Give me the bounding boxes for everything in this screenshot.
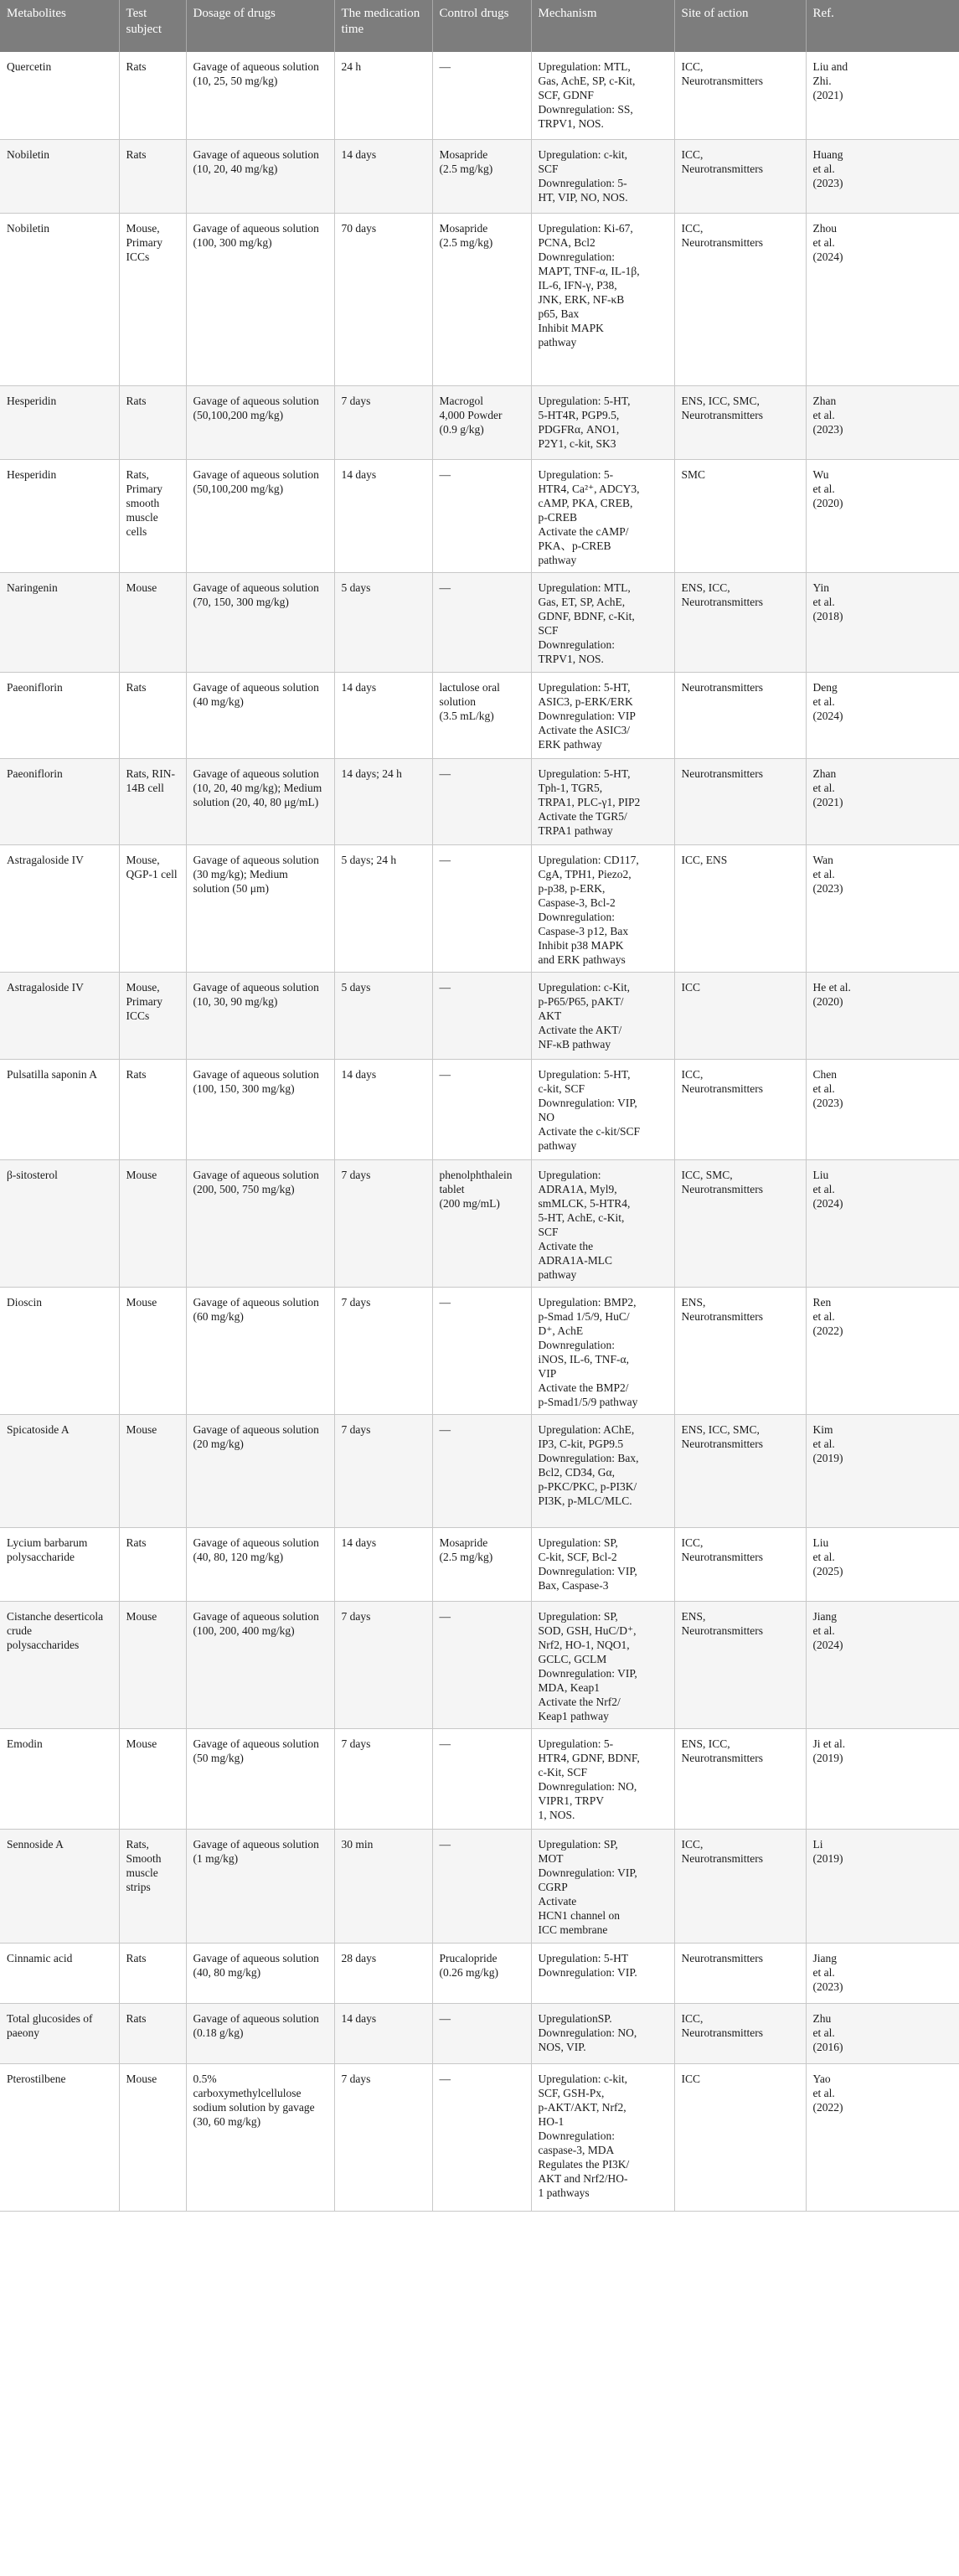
subject-cell: Mouse <box>119 1159 186 1287</box>
time-cell: 14 days <box>334 2003 432 2063</box>
site-cell: ENS, Neurotransmitters <box>674 1287 806 1414</box>
table-row <box>0 2063 959 2211</box>
dosage-cell: Gavage of aqueous solution (100, 150, 300 mg/kg) <box>186 1059 334 1159</box>
control-cell: — <box>432 1601 531 1728</box>
time-cell: 7 days <box>334 2063 432 2211</box>
mechanism-cell: Upregulation: 5-HT, 5-HT4R, PGP9.5, PDGFRα, ANO1, P2Y1, c-kit, SK3 <box>531 385 674 459</box>
ref-cell: Deng et al. (2024) <box>806 672 959 758</box>
control-cell: — <box>432 572 531 672</box>
ref-cell: Chen et al. (2023) <box>806 1059 959 1159</box>
control-cell: — <box>432 2003 531 2063</box>
mechanism-cell: Upregulation: 5-HT, Tph-1, TGR5, TRPA1, PLC-γ1, PIP2 Activate the TGR5/ TRPA1 pathway <box>531 758 674 844</box>
mechanism-cell: Upregulation: MTL, Gas, AchE, SP, c-Kit, SCF, GDNF Downregulation: SS, TRPV1, NOS. <box>531 52 674 139</box>
table-row <box>0 2003 959 2063</box>
control-cell: Mosapride (2.5 mg/kg) <box>432 213 531 385</box>
mechanism-cell: Upregulation: ADRA1A, Myl9, smMLCK, 5-HTR4, 5-HT, AchE, c-Kit, SCF Activate the ADRA1A-MLC pathway <box>531 1159 674 1287</box>
time-cell: 30 min <box>334 1829 432 1943</box>
site-cell: ICC, Neurotransmitters <box>674 1059 806 1159</box>
time-cell: 14 days <box>334 459 432 572</box>
mechanism-cell: Upregulation: Ki-67, PCNA, Bcl2 Downregulation: MAPT, TNF-α, IL-1β, IL-6, IFN-γ, P38, JNK, ERK, NF-κB p65, Bax Inhibit MAPK pathway <box>531 213 674 385</box>
table-row <box>0 1159 959 1287</box>
header-metabolites: Metabolites <box>0 0 119 52</box>
ref-cell: Zhan et al. (2023) <box>806 385 959 459</box>
site-cell: ICC, Neurotransmitters <box>674 213 806 385</box>
table-row <box>0 1287 959 1414</box>
dosage-cell: Gavage of aqueous solution (0.18 g/kg) <box>186 2003 334 2063</box>
mechanism-cell: UpregulationSP. Downregulation: NO, NOS, VIP. <box>531 2003 674 2063</box>
table-row <box>0 459 959 572</box>
dosage-cell: Gavage of aqueous solution (20 mg/kg) <box>186 1414 334 1527</box>
mechanism-cell: Upregulation: 5- HTR4, Ca²⁺, ADCY3, cAMP, PKA, CREB, p-CREB Activate the cAMP/ PKA、p-CREB pathway <box>531 459 674 572</box>
control-cell: phenolphthalein tablet (200 mg/mL) <box>432 1159 531 1287</box>
mechanism-cell: Upregulation: AChE, IP3, C-kit, PGP9.5 Downregulation: Bax, Bcl2, CD34, Gα, p-PKC/PKC, p-PI3K/ PI3K, p-MLC/MLC. <box>531 1414 674 1527</box>
mechanism-cell: Upregulation: SP, MOT Downregulation: VIP, CGRP Activate HCN1 channel on ICC membrane <box>531 1829 674 1943</box>
ref-cell: Jiang et al. (2024) <box>806 1601 959 1728</box>
mechanism-cell: Upregulation: 5- HTR4, GDNF, BDNF, c-Kit, SCF Downregulation: NO, VIPR1, TRPV 1, NOS. <box>531 1728 674 1829</box>
metabolite-cell: Hesperidin <box>0 459 119 572</box>
mechanism-cell: Upregulation: c-kit, SCF, GSH-Px, p-AKT/AKT, Nrf2, HO-1 Downregulation: caspase-3, MDA Regulates the PI3K/ AKT and Nrf2/HO- 1 pathways <box>531 2063 674 2211</box>
control-cell: — <box>432 2063 531 2211</box>
subject-cell: Rats <box>119 139 186 213</box>
site-cell: ENS, ICC, SMC, Neurotransmitters <box>674 1414 806 1527</box>
metabolite-cell: Nobiletin <box>0 139 119 213</box>
site-cell: Neurotransmitters <box>674 758 806 844</box>
header-test-subject: Test subject <box>119 0 186 52</box>
subject-cell: Mouse <box>119 1728 186 1829</box>
site-cell: ENS, Neurotransmitters <box>674 1601 806 1728</box>
time-cell: 5 days <box>334 572 432 672</box>
time-cell: 14 days; 24 h <box>334 758 432 844</box>
metabolite-cell: Cistanche deserticola crude polysaccharides <box>0 1601 119 1728</box>
mechanism-cell: Upregulation: c-kit, SCF Downregulation: 5- HT, VIP, NO, NOS. <box>531 139 674 213</box>
site-cell: ICC, Neurotransmitters <box>674 139 806 213</box>
subject-cell: Mouse <box>119 1601 186 1728</box>
site-cell: ICC, Neurotransmitters <box>674 1829 806 1943</box>
subject-cell: Rats, RIN- 14B cell <box>119 758 186 844</box>
subject-cell: Rats, Smooth muscle strips <box>119 1829 186 1943</box>
control-cell: — <box>432 758 531 844</box>
dosage-cell: Gavage of aqueous solution (10, 20, 40 mg/kg); Medium solution (20, 40, 80 μg/mL) <box>186 758 334 844</box>
ref-cell: Zhou et al. (2024) <box>806 213 959 385</box>
control-cell: — <box>432 972 531 1059</box>
dosage-cell: Gavage of aqueous solution (40, 80 mg/kg) <box>186 1943 334 2003</box>
header-ref: Ref. <box>806 0 959 52</box>
table-row <box>0 572 959 672</box>
site-cell: ICC, ENS <box>674 844 806 972</box>
ref-cell: Wan et al. (2023) <box>806 844 959 972</box>
subject-cell: Mouse <box>119 1414 186 1527</box>
time-cell: 28 days <box>334 1943 432 2003</box>
dosage-cell: Gavage of aqueous solution (10, 30, 90 mg/kg) <box>186 972 334 1059</box>
control-cell: Mosapride (2.5 mg/kg) <box>432 139 531 213</box>
dosage-cell: Gavage of aqueous solution (200, 500, 750 mg/kg) <box>186 1159 334 1287</box>
control-cell: — <box>432 52 531 139</box>
table-row <box>0 52 959 139</box>
time-cell: 70 days <box>334 213 432 385</box>
dosage-cell: Gavage of aqueous solution (40, 80, 120 mg/kg) <box>186 1527 334 1601</box>
ref-cell: Ren et al. (2022) <box>806 1287 959 1414</box>
header-dosage: Dosage of drugs <box>186 0 334 52</box>
metabolite-cell: Astragaloside IV <box>0 844 119 972</box>
table-row <box>0 1943 959 2003</box>
dosage-cell: Gavage of aqueous solution (100, 200, 400 mg/kg) <box>186 1601 334 1728</box>
mechanism-cell: Upregulation: BMP2, p-Smad 1/5/9, HuC/ D⁺, AchE Downregulation: iNOS, IL-6, TNF-α, VIP Activate the BMP2/ p-Smad1/5/9 pathway <box>531 1287 674 1414</box>
subject-cell: Mouse <box>119 1287 186 1414</box>
dosage-cell: Gavage of aqueous solution (1 mg/kg) <box>186 1829 334 1943</box>
mechanism-cell: Upregulation: MTL, Gas, ET, SP, AchE, GDNF, BDNF, c-Kit, SCF Downregulation: TRPV1, NOS. <box>531 572 674 672</box>
control-cell: — <box>432 1728 531 1829</box>
table-row <box>0 1728 959 1829</box>
time-cell: 7 days <box>334 1601 432 1728</box>
ref-cell: Yin et al. (2018) <box>806 572 959 672</box>
ref-cell: Jiang et al. (2023) <box>806 1943 959 2003</box>
table-row <box>0 1601 959 1728</box>
site-cell: ICC, Neurotransmitters <box>674 52 806 139</box>
header-mechanism: Mechanism <box>531 0 674 52</box>
metabolite-cell: Astragaloside IV <box>0 972 119 1059</box>
dosage-cell: 0.5% carboxymethylcellulose sodium solution by gavage (30, 60 mg/kg) <box>186 2063 334 2211</box>
time-cell: 7 days <box>334 1159 432 1287</box>
table-row <box>0 844 959 972</box>
table-row <box>0 1414 959 1527</box>
time-cell: 14 days <box>334 672 432 758</box>
control-cell: — <box>432 1287 531 1414</box>
mechanism-cell: Upregulation: SP, C-kit, SCF, Bcl-2 Downregulation: VIP, Bax, Caspase-3 <box>531 1527 674 1601</box>
ref-cell: He et al. (2020) <box>806 972 959 1059</box>
metabolite-cell: Total glucosides of paeony <box>0 2003 119 2063</box>
control-cell: lactulose oral solution (3.5 mL/kg) <box>432 672 531 758</box>
site-cell: SMC <box>674 459 806 572</box>
metabolite-cell: Emodin <box>0 1728 119 1829</box>
site-cell: ICC, SMC, Neurotransmitters <box>674 1159 806 1287</box>
table-row <box>0 972 959 1059</box>
table-row <box>0 1829 959 1943</box>
site-cell: Neurotransmitters <box>674 1943 806 2003</box>
site-cell: ENS, ICC, Neurotransmitters <box>674 572 806 672</box>
subject-cell: Mouse, Primary ICCs <box>119 213 186 385</box>
site-cell: ICC, Neurotransmitters <box>674 2003 806 2063</box>
metabolite-cell: Nobiletin <box>0 213 119 385</box>
subject-cell: Rats <box>119 672 186 758</box>
time-cell: 7 days <box>334 1287 432 1414</box>
site-cell: ENS, ICC, Neurotransmitters <box>674 1728 806 1829</box>
ref-cell: Wu et al. (2020) <box>806 459 959 572</box>
subject-cell: Rats <box>119 1059 186 1159</box>
metabolite-cell: β-sitosterol <box>0 1159 119 1287</box>
ref-cell: Liu and Zhi. (2021) <box>806 52 959 139</box>
metabolite-cell: Naringenin <box>0 572 119 672</box>
metabolite-cell: Lycium barbarum polysaccharide <box>0 1527 119 1601</box>
dosage-cell: Gavage of aqueous solution (70, 150, 300 mg/kg) <box>186 572 334 672</box>
metabolite-cell: Cinnamic acid <box>0 1943 119 2003</box>
time-cell: 14 days <box>334 1527 432 1601</box>
table-row <box>0 1059 959 1159</box>
ref-cell: Liu et al. (2025) <box>806 1527 959 1601</box>
ref-cell: Liu et al. (2024) <box>806 1159 959 1287</box>
table-row <box>0 139 959 213</box>
metabolite-cell: Quercetin <box>0 52 119 139</box>
time-cell: 7 days <box>334 1414 432 1527</box>
time-cell: 5 days; 24 h <box>334 844 432 972</box>
dosage-cell: Gavage of aqueous solution (10, 20, 40 mg/kg) <box>186 139 334 213</box>
dosage-cell: Gavage of aqueous solution (40 mg/kg) <box>186 672 334 758</box>
dosage-cell: Gavage of aqueous solution (50 mg/kg) <box>186 1728 334 1829</box>
subject-cell: Rats <box>119 1527 186 1601</box>
mechanism-cell: Upregulation: c-Kit, p-P65/P65, pAKT/ AKT Activate the AKT/ NF-κB pathway <box>531 972 674 1059</box>
control-cell: — <box>432 459 531 572</box>
dosage-cell: Gavage of aqueous solution (50,100,200 mg/kg) <box>186 385 334 459</box>
subject-cell: Mouse <box>119 2063 186 2211</box>
table-row <box>0 672 959 758</box>
metabolite-cell: Paeoniflorin <box>0 758 119 844</box>
dosage-cell: Gavage of aqueous solution (30 mg/kg); Medium solution (50 μm) <box>186 844 334 972</box>
dosage-cell: Gavage of aqueous solution (10, 25, 50 mg/kg) <box>186 52 334 139</box>
time-cell: 5 days <box>334 972 432 1059</box>
dosage-cell: Gavage of aqueous solution (60 mg/kg) <box>186 1287 334 1414</box>
site-cell: ICC <box>674 2063 806 2211</box>
subject-cell: Rats <box>119 2003 186 2063</box>
metabolite-cell: Pterostilbene <box>0 2063 119 2211</box>
ref-cell: Li (2019) <box>806 1829 959 1943</box>
time-cell: 14 days <box>334 139 432 213</box>
control-cell: Mosapride (2.5 mg/kg) <box>432 1527 531 1601</box>
time-cell: 7 days <box>334 385 432 459</box>
site-cell: ENS, ICC, SMC, Neurotransmitters <box>674 385 806 459</box>
table-row <box>0 758 959 844</box>
site-cell: Neurotransmitters <box>674 672 806 758</box>
table-row <box>0 385 959 459</box>
metabolite-cell: Dioscin <box>0 1287 119 1414</box>
table-row <box>0 1527 959 1601</box>
site-cell: ICC <box>674 972 806 1059</box>
ref-cell: Yao et al. (2022) <box>806 2063 959 2211</box>
ref-cell: Zhan et al. (2021) <box>806 758 959 844</box>
subject-cell: Rats <box>119 52 186 139</box>
header-row <box>0 0 959 52</box>
control-cell: — <box>432 1829 531 1943</box>
metabolite-cell: Pulsatilla saponin A <box>0 1059 119 1159</box>
ref-cell: Huang et al. (2023) <box>806 139 959 213</box>
time-cell: 7 days <box>334 1728 432 1829</box>
mechanism-cell: Upregulation: CD117, CgA, TPH1, Piezo2, p-p38, p-ERK, Caspase-3, Bcl-2 Downregulation: Caspase-3 p12, Bax Inhibit p38 MAPK and ERK pathways <box>531 844 674 972</box>
table-row <box>0 213 959 385</box>
site-cell: ICC, Neurotransmitters <box>674 1527 806 1601</box>
metabolite-cell: Spicatoside A <box>0 1414 119 1527</box>
dosage-cell: Gavage of aqueous solution (100, 300 mg/kg) <box>186 213 334 385</box>
subject-cell: Mouse <box>119 572 186 672</box>
control-cell: — <box>432 1059 531 1159</box>
time-cell: 24 h <box>334 52 432 139</box>
mechanism-cell: Upregulation: SP, SOD, GSH, HuC/D⁺, Nrf2, HO-1, NQO1, GCLC, GCLM Downregulation: VIP, MDA, Keap1 Activate the Nrf2/ Keap1 pathway <box>531 1601 674 1728</box>
ref-cell: Kim et al. (2019) <box>806 1414 959 1527</box>
subject-cell: Mouse, Primary ICCs <box>119 972 186 1059</box>
control-cell: — <box>432 844 531 972</box>
time-cell: 14 days <box>334 1059 432 1159</box>
metabolite-cell: Paeoniflorin <box>0 672 119 758</box>
header-control-drugs: Control drugs <box>432 0 531 52</box>
subject-cell: Rats, Primary smooth muscle cells <box>119 459 186 572</box>
header-site-of-action: Site of action <box>674 0 806 52</box>
subject-cell: Mouse, QGP-1 cell <box>119 844 186 972</box>
control-cell: Macrogol 4,000 Powder (0.9 g/kg) <box>432 385 531 459</box>
subject-cell: Rats <box>119 385 186 459</box>
control-cell: — <box>432 1414 531 1527</box>
metabolite-cell: Sennoside A <box>0 1829 119 1943</box>
header-medication-time: The medication time <box>334 0 432 52</box>
ref-cell: Ji et al. (2019) <box>806 1728 959 1829</box>
mechanism-cell: Upregulation: 5-HT Downregulation: VIP. <box>531 1943 674 2003</box>
mechanism-cell: Upregulation: 5-HT, ASIC3, p-ERK/ERK Downregulation: VIP Activate the ASIC3/ ERK pathway <box>531 672 674 758</box>
mechanism-cell: Upregulation: 5-HT, c-kit, SCF Downregulation: VIP, NO Activate the c-kit/SCF pathway <box>531 1059 674 1159</box>
metabolite-cell: Hesperidin <box>0 385 119 459</box>
dosage-cell: Gavage of aqueous solution (50,100,200 mg/kg) <box>186 459 334 572</box>
subject-cell: Rats <box>119 1943 186 2003</box>
ref-cell: Zhu et al. (2016) <box>806 2003 959 2063</box>
control-cell: Prucalopride (0.26 mg/kg) <box>432 1943 531 2003</box>
